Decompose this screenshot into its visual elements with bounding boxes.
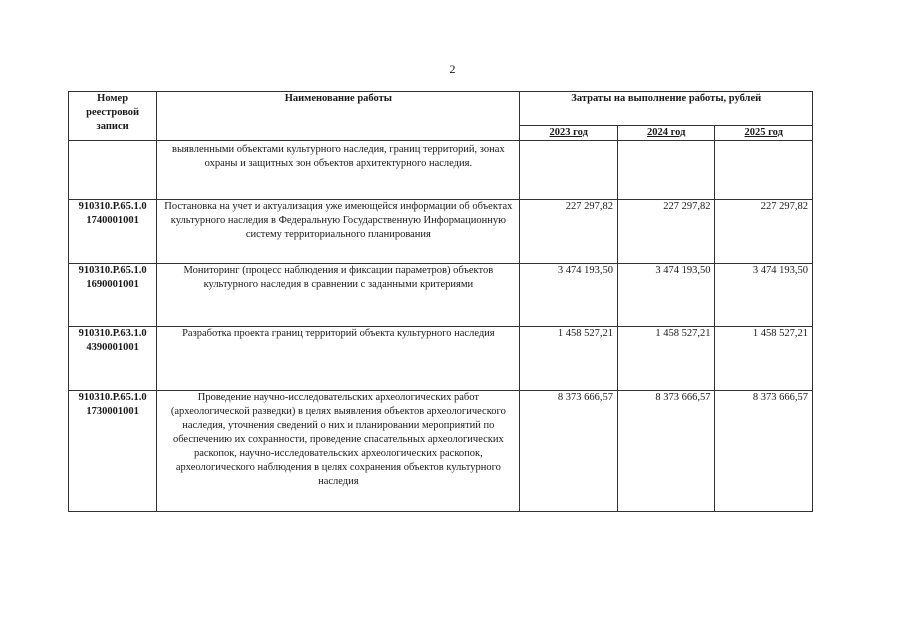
header-work-name: Наименование работы — [157, 92, 520, 141]
cost-2025: 1 458 527,21 — [715, 327, 813, 391]
page-number: 2 — [449, 62, 456, 76]
header-costs: Затраты на выполнение работы, рублей — [520, 92, 813, 126]
work-name: Разработка проекта границ территорий объекта культурного наследия — [157, 327, 520, 391]
cost-2023: 1 458 527,21 — [520, 327, 617, 391]
record-number: 910310.Р.65.1.0 1730001001 — [69, 390, 157, 511]
continuation-text: выявленными объектами культурного наследия, границ территорий, зонах охраны и защитных зон объектов архитектурного наследия. — [157, 141, 520, 200]
cost-2025: 8 373 666,57 — [715, 390, 813, 511]
header-row — [69, 92, 813, 126]
empty-cell — [520, 141, 617, 200]
work-name: Проведение научно-исследовательских археологических работ (археологической разведки) в целях выявления объектов археологического наследия, уточнения сведений о них и планировании мероприятий по обеспечению их сохранности, проведение спасательных археологических раскопок, научно-исследовательских археологических раскопок, археологического наблюдения в целях сохранения объектов культурного наследия — [157, 390, 520, 511]
table-row — [69, 263, 813, 327]
empty-cell — [715, 141, 813, 200]
cost-2025: 227 297,82 — [715, 200, 813, 264]
record-number: 910310.Р.65.1.0 1740001001 — [69, 200, 157, 264]
work-name: Постановка на учет и актуализация уже имеющейся информации об объектах культурного наследия в Федеральную Государственную Информационную систему территориального планирования — [157, 200, 520, 264]
cost-2023: 227 297,82 — [520, 200, 617, 264]
empty-cell — [617, 141, 714, 200]
cost-table — [68, 91, 813, 512]
record-number: 910310.Р.63.1.0 4390001001 — [69, 327, 157, 391]
empty-cell — [69, 141, 157, 200]
record-number: 910310.Р.65.1.0 1690001001 — [69, 263, 157, 327]
header-year-2024: 2024 год — [617, 126, 714, 141]
cost-2023: 8 373 666,57 — [520, 390, 617, 511]
cost-2024: 3 474 193,50 — [617, 263, 714, 327]
table-row — [69, 200, 813, 264]
header-year-2023: 2023 год — [520, 126, 617, 141]
header-record-number: Номер реестровой записи — [69, 92, 157, 141]
cost-2024: 227 297,82 — [617, 200, 714, 264]
cost-2024: 8 373 666,57 — [617, 390, 714, 511]
header-year-2025: 2025 год — [715, 126, 813, 141]
cost-2023: 3 474 193,50 — [520, 263, 617, 327]
table-row — [69, 390, 813, 511]
cost-2024: 1 458 527,21 — [617, 327, 714, 391]
work-name: Мониторинг (процесс наблюдения и фиксации параметров) объектов культурного наследия в сравнении с заданными критериями — [157, 263, 520, 327]
cost-2025: 3 474 193,50 — [715, 263, 813, 327]
table-row-continuation — [69, 141, 813, 200]
table-row — [69, 327, 813, 391]
